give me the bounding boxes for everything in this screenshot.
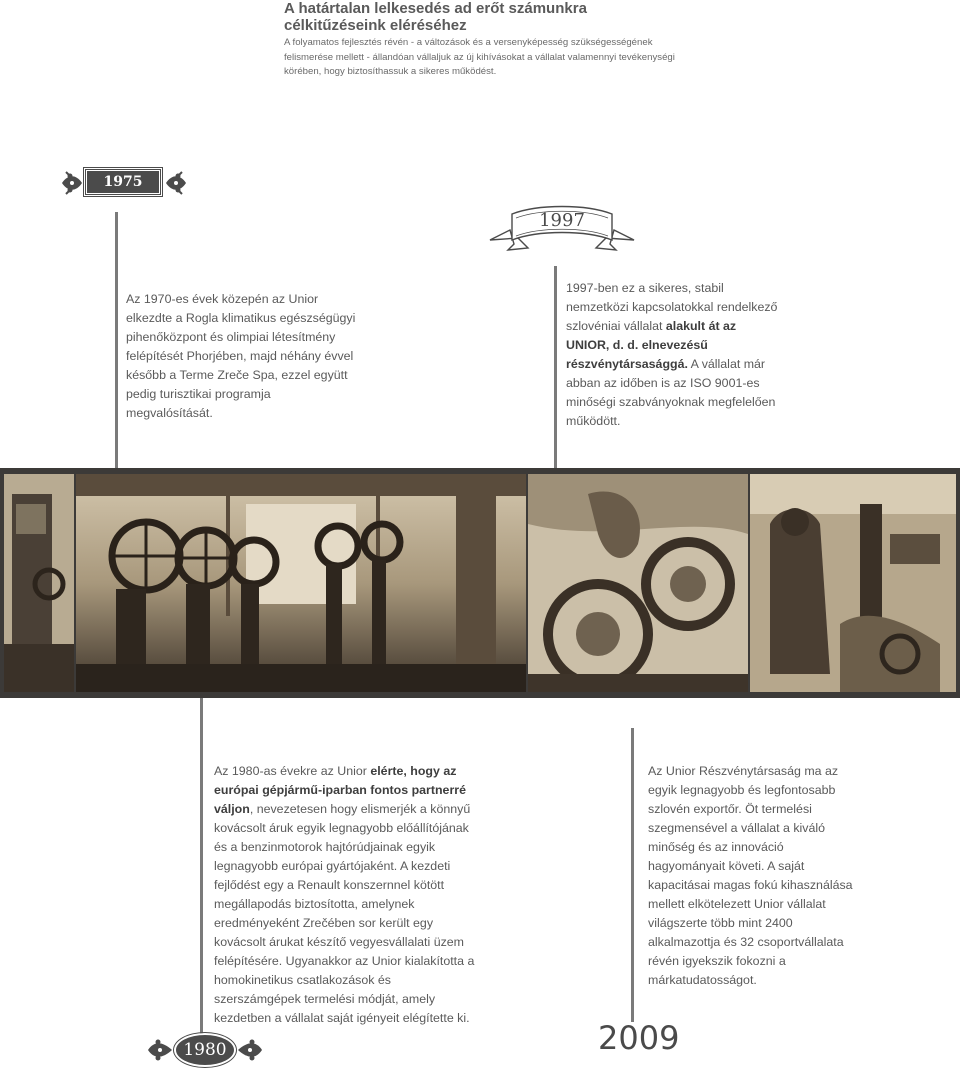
text-1980-bold: elérte, hogy az európai gépjármű-iparban fontos partnerré váljon xyxy=(214,764,466,816)
text-1980 xyxy=(214,762,476,1028)
page-title-line1: A határtalan lelkesedés ad erőt számunkra xyxy=(284,0,587,17)
timeline-line-1980 xyxy=(200,698,203,1040)
text-1997 xyxy=(566,279,778,431)
factory-photo-1 xyxy=(4,474,74,692)
text-1997-part1: 1997-ben ez a sikeres, stabil nemzetközi kapcsolatokkal rendelkező szlovéniai vállalat xyxy=(566,281,778,333)
page-title-line2: célkitűzéseink eléréséhez xyxy=(284,17,467,34)
text-1997-bold: alakult át az UNIOR, d. d. elnevezésű részvénytársasággá. xyxy=(566,319,737,371)
text-1980-part1: Az 1980-as évekre az Unior xyxy=(214,764,371,778)
year-1975-label: 1975 xyxy=(103,174,143,190)
text-1975 xyxy=(126,290,358,423)
text-1980-part2: , nevezetesen hogy elismerjék a könnyű kovácsolt áruk egyik legnagyobb előállítójának és a benzinmotorok hajtórúdjainak egyik legnagyobb európai gyártójaként. A kezdeti fejlődést egy a Renault konszernnel kötött megállapodás biztosította, amelynek eredményeként Zrečében sor került egy kovácsolt árukat készítő vegyesvállalati üzem felépítésére. Ugyanakkor az Unior kialakította a homokinetikus csatlakozások és szerszámgépek termelési módját, amely kezdetben a vállalat saját igényeit elégítette ki. xyxy=(214,802,475,1025)
intro-paragraph: A folyamatos fejlesztés révén - a változások és a versenyképesség szükségességének felismerése mellett - állandóan vállaljuk az új kihívásokat a vállalat valamennyi tevékenységi körében, hogy biztosíthassuk a sikeres működést. xyxy=(284,37,675,77)
badge-1975 xyxy=(60,166,188,200)
timeline-line-1975 xyxy=(115,212,118,468)
year-2009-label: 2009 xyxy=(598,1019,680,1057)
ribbon-1997 xyxy=(488,200,636,260)
year-1980-label: 1980 xyxy=(183,1040,227,1060)
text-2009 xyxy=(648,762,862,990)
factory-photo-3 xyxy=(528,474,748,692)
page-title xyxy=(284,0,704,34)
intro-header xyxy=(284,0,704,80)
text-2009-body: Az Unior Részvénytársaság ma az egyik legnagyobb és legfontosabb szlovén exportőr. Öt termelési szegmensével a vállalat a kiváló minőség és az innováció hagyományait követi. A saját kapacitásai magas fokú kihasználása mellett elkötelezett Unior vállalat világszerte több mint 2400 alkalmazottja és 32 csoportvállalata révén igyekszik fokozni a márkatudatosságot. xyxy=(648,764,853,987)
text-1997-part2: A vállalat már abban az időben is az ISO 9001-es minőségi szabványoknak megfelelően működött. xyxy=(566,357,776,428)
factory-photo-2 xyxy=(76,474,526,692)
year-1997-label: 1997 xyxy=(539,210,585,231)
badge-1980 xyxy=(146,1030,264,1070)
text-1975-body: Az 1970-es évek közepén az Unior elkezdte a Rogla klimatikus egészségügyi pihenőközpont és olimpiai létesítmény felépítését Phorjében, majd néhány évvel később a Terme Zreče Spa, ezzel együtt pedig turisztikai programja megvalósítását. xyxy=(126,292,356,420)
timeline-line-2009 xyxy=(631,728,634,1022)
factory-photo-4 xyxy=(750,474,956,692)
photo-strip xyxy=(0,468,960,698)
timeline-line-1997 xyxy=(554,266,557,468)
